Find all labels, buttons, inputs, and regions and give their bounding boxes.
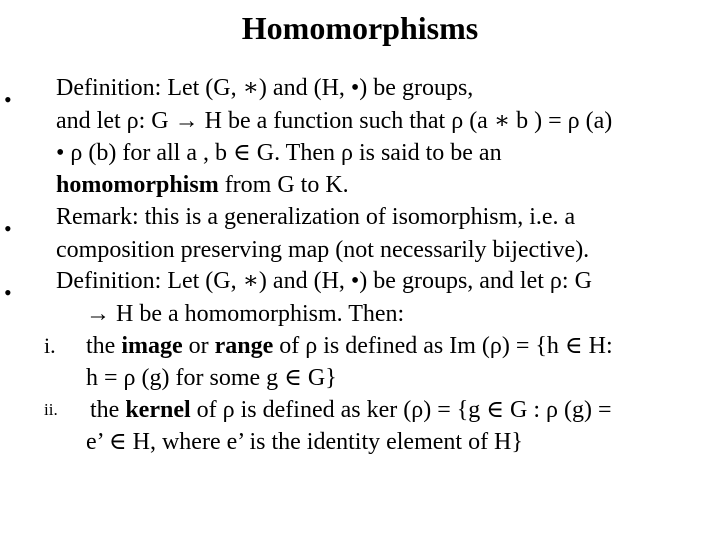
bullet-line <box>56 234 589 266</box>
text-segment: Remark: this is a generalization of isomorphism, i.e. a <box>56 204 576 230</box>
subitem-marker: ii. <box>44 400 58 419</box>
text-segment <box>125 397 190 423</box>
bullet-line <box>56 137 502 169</box>
text-segment <box>215 333 274 359</box>
text-segment: composition preserving map (not necessarily bijective). <box>56 237 590 263</box>
text-segment: from G to K. <box>218 172 349 198</box>
emphasis-term: kernel <box>125 397 191 423</box>
text-segment: of ρ is defined as ker (ρ) = {g ∈ G : ρ (g) = <box>190 397 612 423</box>
subitem-marker: i. <box>44 333 56 358</box>
text-segment <box>121 333 182 359</box>
bullet-marker: • <box>4 87 12 112</box>
text-segment: • ρ (b) for all a , b ∈ G. Then ρ is said to be an <box>56 140 502 166</box>
text-segment <box>56 172 219 198</box>
text-segment: or <box>182 333 215 359</box>
bullet-line <box>56 72 473 104</box>
bullet-line <box>56 265 592 297</box>
emphasis-term: homomorphism <box>56 172 219 198</box>
subitem-line <box>86 426 523 458</box>
text-segment: h = ρ (g) for some g ∈ G} <box>86 365 337 391</box>
bullet-line <box>86 298 404 330</box>
text-segment: of ρ is defined as Im (ρ) = {h ∈ H: <box>273 333 613 359</box>
text-segment: e’ ∈ H, where e’ is the identity element of H} <box>86 429 523 455</box>
subitem-line <box>90 394 612 426</box>
text-segment: and let ρ: G → H be a function such that ρ (a ∗ b ) = ρ (a) <box>56 108 613 134</box>
subitem-line <box>86 330 613 362</box>
text-segment: the <box>86 333 122 359</box>
bullet-marker: • <box>4 280 12 305</box>
text-segment: the <box>90 397 126 423</box>
bullet-line <box>56 169 349 201</box>
bullet-line <box>56 105 612 137</box>
text-segment: Definition: Let (G, ∗) and (H, •) be groups, <box>56 75 474 101</box>
bullet-line <box>56 201 575 233</box>
bullet-marker: • <box>4 216 12 241</box>
text-segment: → H be a homomorphism. Then: <box>86 301 405 327</box>
slide-title: Homomorphisms <box>241 10 479 46</box>
subitem-line <box>86 362 337 394</box>
text-segment: Definition: Let (G, ∗) and (H, •) be groups, and let ρ: G <box>56 268 592 294</box>
emphasis-term: image <box>121 333 183 359</box>
emphasis-term: range <box>214 333 274 359</box>
